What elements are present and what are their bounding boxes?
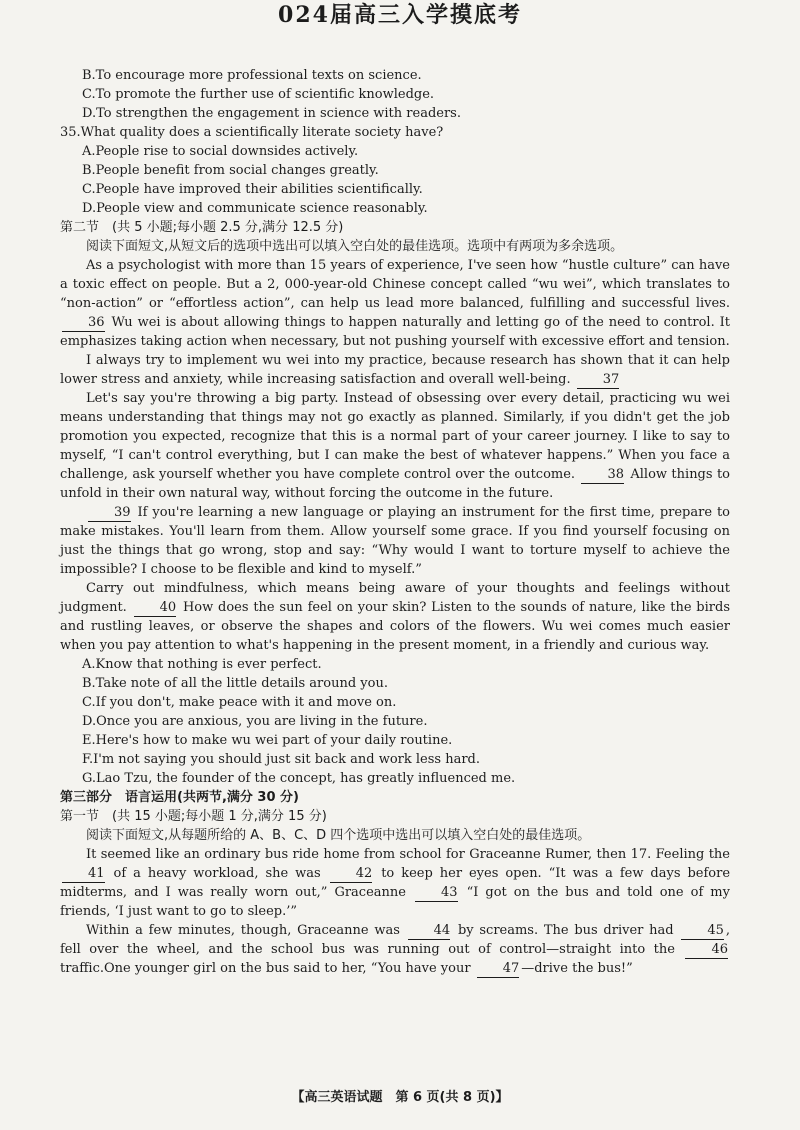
part3-instruction: 阅读下面短文,从每题所给的 A、B、C、D 四个选项中选出可以填入空白处的最佳选项。 <box>86 828 591 843</box>
page-content <box>60 66 730 978</box>
passage-paragraph-4 <box>60 503 730 579</box>
paragraph-text: If you're learning a new language or playing an instrument for the first time, prepare to make mistakes. You'll learn from them. Allow yourself some grace. If you find yourself focusing on just the things that go wrong, stop and say: “Why would I want to torture myself to achieve the impossible? I choose to be flexible and kind to myself.” <box>60 505 730 577</box>
paragraph-text: How does the sun feel on your skin? Listen to the sounds of nature, like the birds and rustling leaves, or observe the shapes and colors of the flowers. Wu wei comes much easier when you pay attention to what's happening in the present moment, in a friendly and curious way. <box>60 600 730 653</box>
cloze-paragraph-2 <box>60 921 730 978</box>
q34-option-c: C.To promote the further use of scientific knowledge. <box>82 87 435 102</box>
section2-option-e: E.Here's how to make wu wei part of your daily routine. <box>82 733 453 748</box>
q35-option-c: C.People have improved their abilities scientifically. <box>82 182 423 197</box>
blank-41: 41 <box>62 866 105 883</box>
paragraph-text: It seemed like an ordinary bus ride home from school for Graceanne Rumer, then 17. Feeling the <box>86 847 730 862</box>
section2-option-f: F.I'm not saying you should just sit back and work less hard. <box>82 752 480 767</box>
section2-option-a: A.Know that nothing is ever perfect. <box>82 657 322 672</box>
blank-40: 40 <box>134 600 177 617</box>
paragraph-text: Within a few minutes, though, Graceanne was <box>86 923 400 938</box>
section2-option-c: C.If you don't, make peace with it and move on. <box>82 695 397 710</box>
blank-43: 43 <box>415 885 458 902</box>
blank-37: 37 <box>577 372 620 389</box>
paragraph-text: As a psychologist with more than 15 years of experience, I've seen how “hustle culture” can have a toxic effect on people. But a 2, 000-year-old Chinese concept called “wu wei”, which translates to “non-action” or “effortless action”, can help us lead more balanced, fulfilling and successful lives. <box>60 258 730 311</box>
page-header <box>0 0 800 34</box>
page-footer <box>0 1086 800 1105</box>
blank-38: 38 <box>581 467 624 484</box>
paragraph-text: Allow things to unfold in their own natural way, without forcing the outcome in the future. <box>60 467 730 501</box>
paragraph-text: Wu wei is about allowing things to happen naturally and letting go of the need to control. It emphasizes taking action when necessary, but not pushing yourself with excessive effort and tension. <box>60 315 730 349</box>
blank-42: 42 <box>330 866 373 883</box>
paragraph-text: I always try to implement wu wei into my practice, because research has shown that it can help lower stress and anxiety, while increasing satisfaction and overall well-being. <box>60 353 730 387</box>
paragraph-text: by screams. The bus driver had <box>457 923 674 938</box>
paragraph-text: to keep her eyes open. “It was a few days before midterms, and I was really worn out,” Graceanne <box>60 866 731 900</box>
q34-option-d: D.To strengthen the engagement in science with readers. <box>82 106 461 121</box>
q34-option-b: B.To encourage more professional texts on science. <box>82 68 422 83</box>
q35-option-a: A.People rise to social downsides actively. <box>82 144 359 159</box>
section2-option-g: G.Lao Tzu, the founder of the concept, has greatly influenced me. <box>82 771 516 786</box>
q35-option-d: D.People view and communicate science reasonably. <box>82 201 428 216</box>
blank-45: 45 <box>681 923 724 940</box>
blank-36: 36 <box>62 315 105 332</box>
paragraph-text: traffic.One younger girl on the bus said to her, “You have your <box>60 961 471 976</box>
paragraph-text: “I got on the bus and told one of my friends, ‘I just want to go to sleep.’” <box>60 885 730 919</box>
paragraph-text: , fell over the wheel, and the school bus was running out of control—straight into the <box>60 923 731 957</box>
paragraph-text: —drive the bus!” <box>521 961 633 976</box>
passage-paragraph-3 <box>60 389 730 503</box>
section2-heading: 第二节 (共 5 小题;每小题 2.5 分,满分 12.5 分) <box>60 220 344 235</box>
section2-option-b: B.Take note of all the little details around you. <box>82 676 388 691</box>
passage-paragraph-1 <box>60 256 730 351</box>
cloze-paragraph-1 <box>60 845 730 921</box>
section2-option-d: D.Once you are anxious, you are living in the future. <box>82 714 428 729</box>
blank-44: 44 <box>408 923 451 940</box>
paragraph-text: of a heavy workload, she was <box>113 866 321 881</box>
q35-option-b: B.People benefit from social changes greatly. <box>82 163 379 178</box>
part3-section1-heading: 第一节 (共 15 小题;每小题 1 分,满分 15 分) <box>60 809 327 824</box>
blank-46: 46 <box>685 942 728 959</box>
q35-stem: 35.What quality does a scientifically literate society have? <box>60 125 444 140</box>
blank-39: 39 <box>88 505 131 522</box>
paragraph-text: Carry out mindfulness, which means being aware of your thoughts and feelings without judgment. <box>60 581 730 615</box>
section2-instruction: 阅读下面短文,从短文后的选项中选出可以填入空白处的最佳选项。选项中有两项为多余选项。 <box>86 239 624 254</box>
paragraph-text: Let's say you're throwing a big party. Instead of obsessing over every detail, practicing wu wei means understanding that things may not go exactly as planned. Similarly, if you didn't get the job promotion you expected, recognize that this is a normal part of your career journey. I like to say to myself, “I can't control everything, but I can make the best of whatever happens.” When you face a challenge, ask yourself whether you have complete control over the outcome. <box>60 391 730 482</box>
blank-47: 47 <box>477 961 520 978</box>
part3-heading: 第三部分 语言运用(共两节,满分 30 分) <box>60 790 299 805</box>
footer-text: 【高三英语试题 第 6 页(共 8 页)】 <box>291 1090 509 1105</box>
passage-paragraph-2 <box>60 351 730 389</box>
header-title: 024届高三入学摸底考 <box>278 2 522 28</box>
passage-paragraph-5 <box>60 579 730 655</box>
